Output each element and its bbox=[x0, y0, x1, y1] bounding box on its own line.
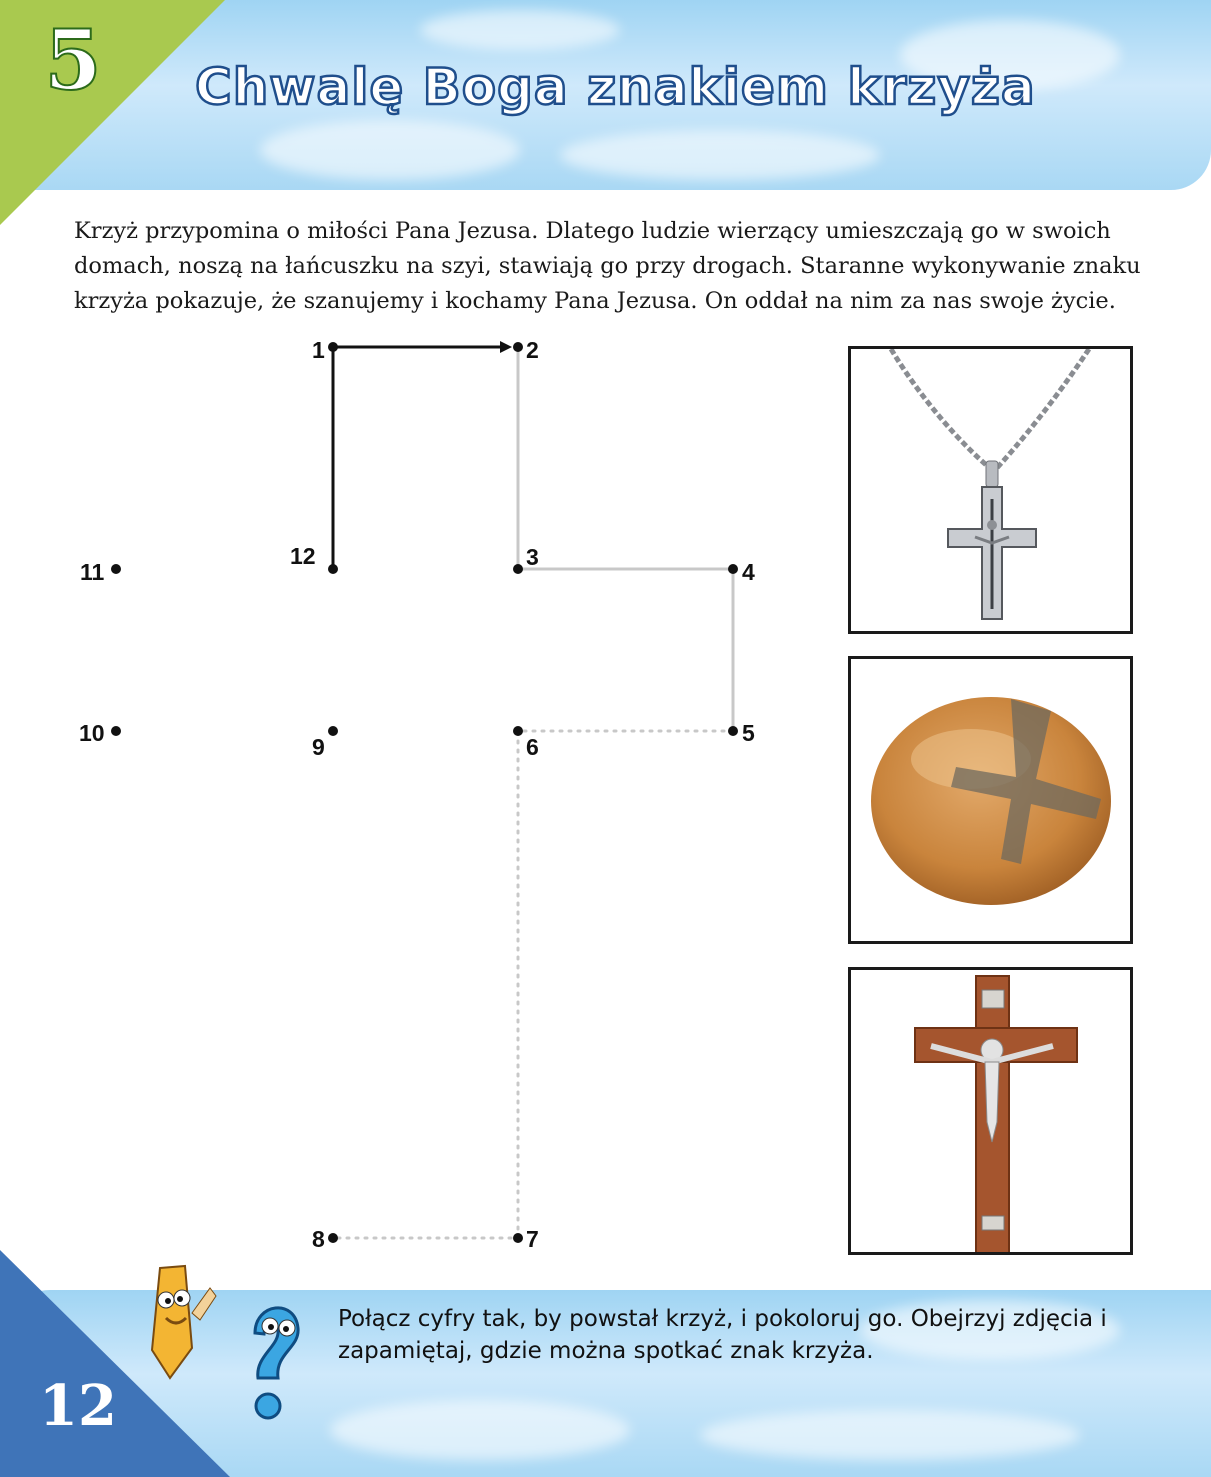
arrow-head-icon bbox=[500, 341, 512, 353]
dot-label: 4 bbox=[742, 559, 755, 585]
dot-6[interactable] bbox=[513, 726, 523, 736]
lesson-number: 5 bbox=[44, 13, 102, 109]
task-instruction: Połącz cyfry tak, by powstał krzyż, i pokoloruj go. Obejrzyj zdjęcia i zapamiętaj, gdzie można spotkać znak krzyża. bbox=[338, 1306, 1107, 1364]
bread-icon bbox=[851, 659, 1130, 941]
dotted-guide-5-8 bbox=[333, 731, 733, 1238]
dot-3[interactable] bbox=[513, 564, 523, 574]
dot-label: 12 bbox=[290, 543, 316, 569]
dot-label: 6 bbox=[526, 734, 539, 760]
photo-wall-crucifix bbox=[848, 967, 1133, 1255]
dot-12[interactable] bbox=[328, 564, 338, 574]
photo-necklace-cross bbox=[848, 346, 1133, 634]
dot-label: 5 bbox=[742, 720, 755, 746]
dot-label: 3 bbox=[526, 544, 539, 570]
gray-guide-2-5 bbox=[518, 347, 733, 731]
page-title: Chwalę Boga znakiem krzyża bbox=[195, 58, 1036, 116]
dot-11[interactable] bbox=[111, 564, 121, 574]
dot-2[interactable] bbox=[513, 342, 523, 352]
intro-paragraph: Krzyż przypomina o miłości Pana Jezusa. Dlatego ludzie wierzący umieszczają go w swoich domach, noszą na łańcuszku na szyi, stawiają go przy drogach. Staranne wykonywanie znaku krzyża pokazuje, że szanujemy i kochamy Pana Jezusa. On oddał na nim za nas swoje życie. bbox=[74, 218, 1141, 314]
page-number: 12 bbox=[39, 1373, 117, 1439]
mascot-pencil-and-question-icon bbox=[130, 1258, 330, 1473]
dot-7[interactable] bbox=[513, 1233, 523, 1243]
dot-label: 7 bbox=[526, 1226, 539, 1252]
dot-label: 1 bbox=[312, 337, 325, 363]
dot-8[interactable] bbox=[328, 1233, 338, 1243]
dot-label: 8 bbox=[312, 1226, 325, 1252]
photo-bread-cross bbox=[848, 656, 1133, 944]
dot-label: 11 bbox=[80, 559, 105, 585]
necklace-cross-icon bbox=[851, 349, 1130, 631]
dot-1[interactable] bbox=[328, 342, 338, 352]
dot-10[interactable] bbox=[111, 726, 121, 736]
dot-label: 10 bbox=[79, 720, 105, 746]
dot-label: 2 bbox=[526, 337, 539, 363]
dot-label: 9 bbox=[312, 734, 325, 760]
crucifix-icon bbox=[851, 970, 1130, 1252]
dot-9[interactable] bbox=[328, 726, 338, 736]
dot-5[interactable] bbox=[728, 726, 738, 736]
dot-4[interactable] bbox=[728, 564, 738, 574]
